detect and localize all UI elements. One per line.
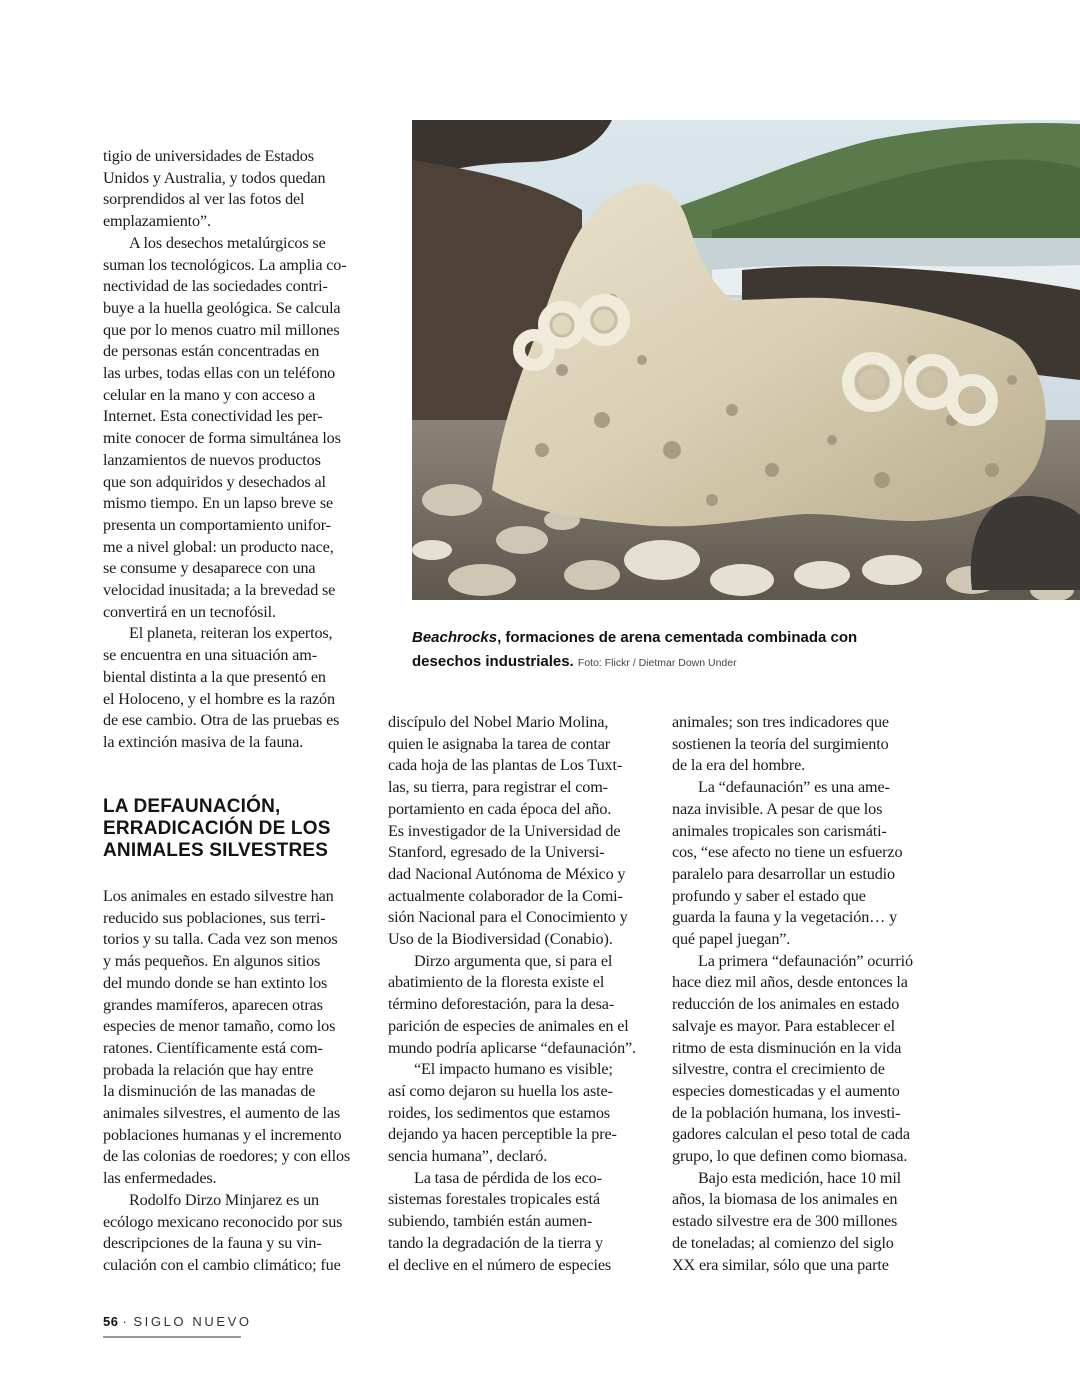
- text-line: torios y su talla. Cada vez son menos: [103, 930, 338, 949]
- text-line: paralelo para desarrollar un estudio: [672, 864, 895, 883]
- caption-line-1: [412, 626, 1052, 650]
- beachrock-photo: [412, 120, 1080, 600]
- text-line: sostienen la teoría del surgimiento: [672, 734, 889, 753]
- text-line: grupo, lo que definen como biomasa.: [672, 1147, 908, 1166]
- text-line: La tasa de pérdida de los eco-: [414, 1168, 602, 1187]
- text-line: A los desechos metalúrgicos se: [129, 233, 326, 252]
- text-line: probada la relación que hay entre: [103, 1060, 314, 1079]
- text-line: poblaciones humanas y el incremento: [103, 1125, 342, 1144]
- caption-line-2: [412, 650, 1052, 675]
- photo-caption: [412, 626, 1052, 675]
- text-line: La “defaunación” es una ame-: [698, 778, 890, 797]
- text-line: Bajo esta medición, hace 10 mil: [698, 1168, 902, 1187]
- text-line: de la era del hombre.: [672, 756, 806, 775]
- text-line: convertirá en un tecnofósil.: [103, 602, 276, 621]
- text-line: mite conocer de forma simultánea los: [103, 429, 341, 448]
- text-line: sorprendidos al ver las fotos del: [103, 190, 305, 209]
- text-line: Stanford, egresado de la Universi-: [388, 843, 605, 862]
- text-line: me a nivel global: un producto nace,: [103, 537, 334, 556]
- text-line: las enfermedades.: [103, 1169, 217, 1188]
- text-line: quien le asignaba la tarea de contar: [388, 734, 611, 753]
- text-line: de las colonias de roedores; y con ellos: [103, 1147, 351, 1166]
- text-line: animales; son tres indicadores que: [672, 713, 889, 731]
- text-line: XX era similar, sólo que una parte: [672, 1255, 889, 1274]
- text-line: mismo tiempo. En un lapso breve se: [103, 494, 334, 513]
- publication-name: SIGLO NUEVO: [133, 1314, 252, 1329]
- text-line: discípulo del Nobel Mario Molina,: [388, 713, 609, 731]
- text-line: se consume y desaparece con una: [103, 559, 316, 578]
- text-line: que son adquiridos y desechados al: [103, 472, 326, 491]
- text-line: celular en la mano y con acceso a: [103, 385, 316, 404]
- text-line: ecólogo mexicano reconocido por sus: [103, 1212, 343, 1231]
- text-line: la disminución de las manadas de: [103, 1082, 316, 1101]
- text-line: Es investigador de la Universidad de: [388, 821, 621, 840]
- text-line: abatimiento de la floresta existe el: [388, 973, 605, 992]
- text-line: actualmente colaborador de la Comi-: [388, 886, 623, 905]
- text-line: las urbes, todas ellas con un teléfono: [103, 364, 336, 383]
- text-line: reducido sus poblaciones, sus terri-: [103, 908, 326, 927]
- section-heading: [103, 796, 331, 862]
- text-line: de ese cambio. Otra de las pruebas es: [103, 711, 340, 730]
- heading-line: ANIMALES SILVESTRES: [103, 840, 329, 861]
- text-line: velocidad inusitada; a la brevedad se: [103, 581, 336, 600]
- text-line: Uso de la Biodiversidad (Conabio).: [388, 930, 613, 949]
- text-line: El planeta, reiteran los expertos,: [129, 624, 333, 643]
- text-line: cada hoja de las plantas de Los Tuxt-: [388, 756, 623, 775]
- caption-term: Beachrocks: [412, 629, 498, 646]
- text-line: descripciones de la fauna y su vin-: [103, 1234, 322, 1253]
- text-line: Unidos y Australia, y todos quedan: [103, 168, 326, 187]
- text-line: salvaje es mayor. Para establecer el: [672, 1016, 895, 1035]
- heading-line: ERRADICACIÓN DE LOS: [103, 818, 331, 839]
- text-line: años, la biomasa de los animales en: [672, 1190, 898, 1209]
- folio-separator: ·: [122, 1314, 130, 1329]
- heading-line: LA DEFAUNACIÓN,: [103, 796, 281, 817]
- text-line: especies de menor tamaño, como los: [103, 1017, 336, 1036]
- text-line: el Holoceno, y el hombre es la razón: [103, 689, 335, 708]
- text-line: así como dejaron su huella los aste-: [388, 1081, 613, 1100]
- text-line: las, su tierra, para registrar el com-: [388, 778, 608, 797]
- text-line: emplazamiento”.: [103, 212, 211, 231]
- text-line: y más pequeños. En algunos sitios: [103, 952, 321, 971]
- text-line: que por lo menos cuatro mil millones: [103, 320, 340, 339]
- article-column-2: [388, 712, 636, 1276]
- text-line: reducción de los animales en estado: [672, 995, 900, 1014]
- text-line: nectividad de las sociedades contri-: [103, 277, 328, 296]
- text-line: portamiento en cada época del año.: [388, 799, 612, 818]
- text-line: silvestre, contra el crecimiento de: [672, 1060, 885, 1079]
- text-line: sencia humana”, declaró.: [388, 1147, 548, 1166]
- text-line: naza invisible. A pesar de que los: [672, 799, 883, 818]
- text-line: sistemas forestales tropicales está: [388, 1190, 600, 1209]
- text-line: roides, los sedimentos que estamos: [388, 1103, 610, 1122]
- text-line: cos, “ese afecto no tiene un esfuerzo: [672, 843, 903, 862]
- text-line: La primera “defaunación” ocurrió: [698, 951, 913, 970]
- text-line: sión Nacional para el Conocimiento y: [388, 908, 628, 927]
- text-line: de la población humana, los investi-: [672, 1103, 901, 1122]
- text-line: tando la degradación de la tierra y: [388, 1233, 603, 1252]
- text-line: dejando ya hacen perceptible la pre-: [388, 1125, 617, 1144]
- footer-rule: [103, 1336, 241, 1338]
- article-column-3: [672, 712, 913, 1276]
- text-line: ratones. Científicamente está com-: [103, 1038, 323, 1057]
- text-line: mundo podría aplicarse “defaunación”.: [388, 1038, 636, 1057]
- text-line: se encuentra en una situación am-: [103, 646, 317, 665]
- text-line: culación con el cambio climático; fue: [103, 1255, 341, 1274]
- text-line: buye a la huella geológica. Se calcula: [103, 298, 341, 317]
- text-line: dad Nacional Autónoma de México y: [388, 864, 626, 883]
- text-line: lanzamientos de nuevos productos: [103, 450, 321, 469]
- text-line: hace diez mil años, desde entonces la: [672, 973, 908, 992]
- text-line: tigio de universidades de Estados: [103, 147, 314, 165]
- text-line: de toneladas; al comienzo del siglo: [672, 1233, 894, 1252]
- text-line: suman los tecnológicos. La amplia co-: [103, 255, 347, 274]
- text-line: gadores calculan el peso total de cada: [672, 1125, 910, 1144]
- text-line: estado silvestre era de 300 millones: [672, 1212, 898, 1231]
- text-line: grandes mamíferos, aparecen otras: [103, 995, 323, 1014]
- text-line: profundo y saber el estado que: [672, 886, 866, 905]
- text-line: Internet. Esta conectividad les per-: [103, 407, 323, 426]
- text-line: Dirzo argumenta que, si para el: [414, 951, 613, 970]
- text-line: Rodolfo Dirzo Minjarez es un: [129, 1190, 320, 1209]
- text-line: animales silvestres, el aumento de las: [103, 1104, 341, 1123]
- text-line: especies domesticadas y el aumento: [672, 1081, 900, 1100]
- text-line: animales tropicales son carismáti-: [672, 821, 887, 840]
- text-line: subiendo, también están aumen-: [388, 1212, 593, 1231]
- text-line: ritmo de esta disminución en la vida: [672, 1038, 902, 1057]
- text-line: “El impacto humano es visible;: [414, 1060, 613, 1079]
- text-line: del mundo donde se han extinto los: [103, 973, 328, 992]
- photo-credit: Foto: Flickr / Dietmar Down Under: [577, 657, 737, 669]
- article-column-1: [103, 146, 347, 754]
- text-line: biental distinta a la que presentó en: [103, 667, 326, 686]
- text-line: término deforestación, para la desa-: [388, 995, 615, 1014]
- text-line: Los animales en estado silvestre han: [103, 887, 334, 905]
- text-line: la extinción masiva de la fauna.: [103, 732, 304, 751]
- text-line: qué papel juegan”.: [672, 930, 791, 949]
- article-column-1-lower: [103, 886, 350, 1277]
- text-line: de personas están concentradas en: [103, 342, 320, 361]
- page-number: 56: [103, 1314, 119, 1329]
- caption-text: , formaciones de arena cementada combinada con: [497, 629, 858, 646]
- text-line: guarda la fauna y la vegetación… y: [672, 908, 898, 927]
- text-line: presenta un comportamiento unifor-: [103, 515, 331, 534]
- text-line: el declive en el número de especies: [388, 1255, 612, 1274]
- caption-text: desechos industriales.: [412, 653, 574, 670]
- text-line: parición de especies de animales en el: [388, 1016, 629, 1035]
- page-footer: [103, 1314, 252, 1329]
